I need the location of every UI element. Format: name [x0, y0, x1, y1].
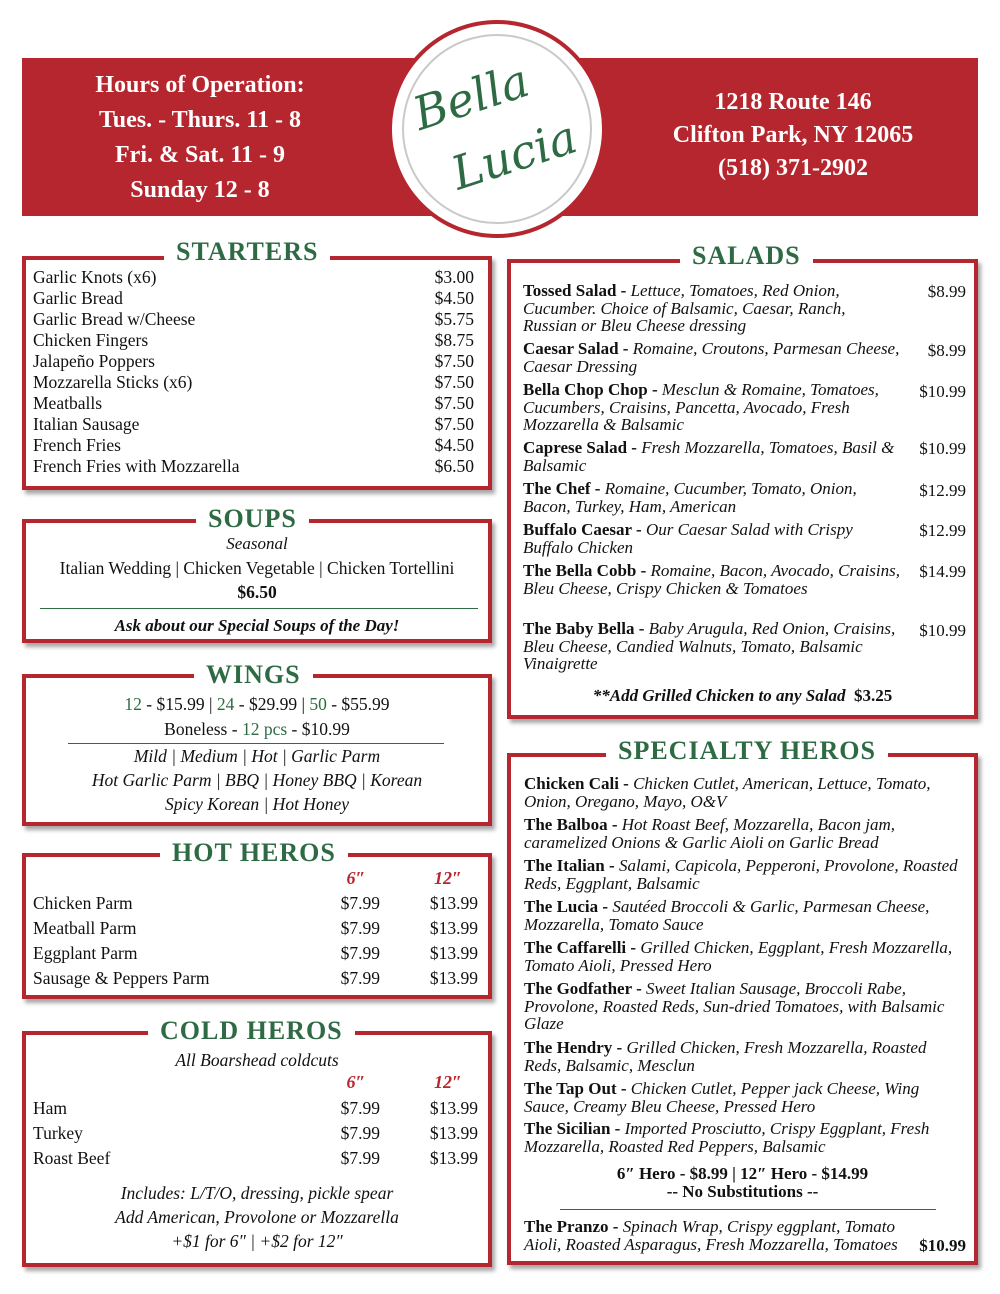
price-6: $7.99 [340, 1123, 380, 1143]
hero-desc: Salami, Capicola, Pepperoni, Provolone, Roasted Reds, Eggplant, Balsamic [524, 856, 958, 893]
price-12: $13.99 [429, 1148, 478, 1168]
salad-name: Buffalo Caesar - [523, 520, 646, 539]
hero-item [524, 816, 964, 851]
boneless-count: 12 pcs [241, 719, 288, 739]
menu-item-price: $4.50 [434, 288, 474, 308]
street-address: 1218 Route 146 [714, 89, 872, 115]
salad-desc: Romaine, Cucumber, Tomato, Onion, Bacon, Turkey, Ham, American [523, 479, 857, 516]
hero-desc: Imported Prosciutto, Crispy Eggplant, Fresh Mozzarella, Roasted Red Peppers, Balsamic [524, 1119, 930, 1156]
hero-name: The Godfather - [524, 979, 646, 998]
salad-price: $12.99 [919, 521, 966, 540]
menu-item-name: Turkey [33, 1123, 83, 1143]
salad-name: The Bella Cobb - [523, 561, 651, 580]
hours-line: Fri. & Sat. 11 - 9 [115, 142, 285, 168]
menu-item-price: $4.50 [434, 435, 474, 455]
salad-name: Bella Chop Chop - [523, 380, 662, 399]
boneless-label: Boneless - [164, 719, 242, 739]
logo-text-bella: Bella [406, 53, 536, 141]
salad-price: $14.99 [919, 562, 966, 581]
wing-count: 24 [216, 694, 235, 714]
salad-name: The Chef - [523, 479, 605, 498]
salad-item [523, 381, 903, 434]
hero-item [524, 939, 964, 974]
salad-item [523, 521, 903, 556]
menu-item-name: Jalapeño Poppers [33, 351, 155, 371]
menu-item-name: Ham [33, 1098, 68, 1118]
hero-name: The Balboa - [524, 815, 622, 834]
hero-desc: Chicken Cutlet, American, Lettuce, Tomato, Onion, Oregano, Mayo, O&V [524, 774, 931, 811]
phone-number: (518) 371-2902 [718, 155, 868, 181]
no-substitutions-note: -- No Substitutions -- [666, 1182, 819, 1201]
salad-item [523, 620, 903, 673]
logo-text-lucia: Lucia [444, 109, 584, 201]
boneless-price: - $10.99 [287, 719, 350, 739]
soups-divider [40, 608, 478, 609]
starters-title: STARTERS [164, 237, 330, 267]
wings-flavors: Hot Garlic Parm | BBQ | Honey BBQ | Korean [91, 770, 423, 790]
salad-addon [507, 686, 978, 706]
hero-name: The Tap Out - [524, 1079, 631, 1098]
hero-item [524, 857, 964, 892]
menu-item-name: Mozzarella Sticks (x6) [33, 372, 193, 392]
hero-item [524, 1039, 964, 1074]
wings-flavors: Spicy Korean | Hot Honey [165, 794, 349, 814]
salads-title: SALADS [680, 241, 813, 271]
salad-price: $12.99 [919, 481, 966, 500]
menu-item-name: Italian Sausage [33, 414, 140, 434]
wing-price: - $15.99 [141, 694, 205, 714]
wing-count: 12 [124, 694, 142, 714]
menu-item-name: Chicken Parm [33, 893, 133, 913]
separator: | [204, 694, 217, 714]
hero-item [524, 1120, 964, 1155]
wings-divider [68, 743, 444, 744]
hours-line: Tues. - Thurs. 11 - 8 [98, 107, 302, 133]
salad-item [523, 340, 903, 375]
salad-item [523, 480, 903, 515]
specialty-heros-title: SPECIALTY HEROS [606, 736, 888, 766]
price-6: $7.99 [340, 1148, 380, 1168]
menu-item-name: Meatball Parm [33, 918, 137, 938]
city-state-zip: Clifton Park, NY 12065 [672, 122, 914, 148]
salad-desc: Baby Arugula, Red Onion, Craisins, Bleu Cheese, Candied Walnuts, Tomato, Balsamic Vinaigrette [523, 619, 896, 673]
hero-item [524, 1080, 964, 1115]
soups-price: $6.50 [237, 582, 277, 602]
price-6: $7.99 [340, 943, 380, 963]
price-6: $7.99 [340, 893, 380, 913]
hero-name: The Pranzo - [524, 1217, 623, 1236]
wing-price: - $29.99 [234, 694, 298, 714]
hero-size-pricing: 6″ Hero - $8.99 | 12″ Hero - $14.99 [616, 1164, 869, 1183]
salad-desc: Romaine, Croutons, Parmesan Cheese, Caesar Dressing [523, 339, 900, 376]
soups-subtitle: Seasonal [226, 534, 288, 553]
wings-boneless [22, 719, 492, 740]
price-12: $13.99 [429, 1098, 478, 1118]
salad-item [523, 439, 903, 474]
salad-desc: Lettuce, Tomatoes, Red Onion, Cucumber. Choice of Balsamic, Caesar, Ranch, Russian or Bleu Cheese dressing [523, 281, 846, 335]
addon-price: $3.25 [853, 686, 893, 705]
cold-heros-includes: Includes: L/T/O, dressing, pickle spear [120, 1183, 394, 1203]
salad-name: Caprese Salad - [523, 438, 642, 457]
menu-item-price: $7.50 [434, 372, 474, 392]
price-6: $7.99 [340, 918, 380, 938]
cold-heros-cheese-note: Add American, Provolone or Mozzarella [115, 1207, 399, 1227]
hot-heros-title: HOT HEROS [160, 838, 348, 868]
salad-item [523, 562, 903, 597]
hero-desc: Grilled Chicken, Fresh Mozzarella, Roasted Reds, Balsamic, Mesclun [524, 1038, 927, 1075]
hero-name: The Caffarelli - [524, 938, 641, 957]
menu-item-name: Garlic Knots (x6) [33, 267, 157, 287]
hours-of-operation [40, 68, 360, 208]
hero-item [524, 898, 964, 933]
price-12: $13.99 [429, 918, 478, 938]
soups-special-note: Ask about our Special Soups of the Day! [114, 616, 400, 635]
hero-name: The Italian - [524, 856, 619, 875]
price-12: $13.99 [429, 968, 478, 988]
salad-price: $10.99 [919, 382, 966, 401]
menu-item-name: Roast Beef [33, 1148, 111, 1168]
hero-desc: Sweet Italian Sausage, Broccoli Rabe, Provolone, Roasted Reds, Sun-dried Tomatoes, with Balsamic Glaze [524, 979, 945, 1033]
cold-heros-upcharge: +$1 for 6″ | +$2 for 12″ [171, 1231, 343, 1251]
wing-count: 50 [309, 694, 327, 714]
menu-item-price: $7.50 [434, 393, 474, 413]
menu-item-price: $3.00 [434, 267, 474, 287]
menu-item-name: French Fries with Mozzarella [33, 456, 240, 476]
size-12-header: 12″ [434, 868, 462, 888]
price-12: $13.99 [429, 893, 478, 913]
wings-title: WINGS [194, 660, 313, 690]
menu-item-price: $7.50 [434, 351, 474, 371]
salad-price: $10.99 [919, 439, 966, 458]
cold-heros-title: COLD HEROS [148, 1016, 355, 1046]
price-6: $7.99 [340, 1098, 380, 1118]
salad-name: Caesar Salad - [523, 339, 633, 358]
hero-item [524, 980, 964, 1033]
size-12-header: 12″ [434, 1072, 462, 1092]
salad-desc: Our Caesar Salad with Crispy Buffalo Chicken [523, 520, 853, 557]
wings-flavors: Mild | Medium | Hot | Garlic Parm [133, 746, 381, 766]
hero-name: The Sicilian - [524, 1119, 625, 1138]
salad-item [523, 282, 903, 335]
hero-name: The Lucia - [524, 897, 613, 916]
salad-price: $8.99 [927, 341, 966, 360]
hero-desc: Chicken Cutlet, Pepper jack Cheese, Wing Sauce, Creamy Bleu Cheese, Pressed Hero [524, 1079, 920, 1116]
specialty-divider [560, 1209, 936, 1210]
menu-item-name: French Fries [33, 435, 121, 455]
hero-name: The Hendry - [524, 1038, 627, 1057]
menu-item-name: Sausage & Peppers Parm [33, 968, 210, 988]
size-6-header: 6″ [346, 868, 366, 888]
hours-title: Hours of Operation: [95, 72, 305, 98]
menu-item-price: $6.50 [434, 456, 474, 476]
wing-price: - $55.99 [326, 694, 390, 714]
size-6-header: 6″ [346, 1072, 366, 1092]
separator: | [297, 694, 310, 714]
menu-item-name: Eggplant Parm [33, 943, 138, 963]
menu-item-name: Garlic Bread w/Cheese [33, 309, 196, 329]
hero-desc: Hot Roast Beef, Mozzarella, Bacon jam, caramelized Onions & Garlic Aioli on Garlic Bread [524, 815, 896, 852]
price-6: $7.99 [340, 968, 380, 988]
pranzo-price: $10.99 [919, 1236, 966, 1255]
menu-item-price: $5.75 [434, 309, 474, 329]
menu-item-name: Meatballs [33, 393, 103, 413]
menu-item-name: Chicken Fingers [33, 330, 149, 350]
wings-sizes [22, 694, 492, 715]
salad-name: Tossed Salad - [523, 281, 631, 300]
salad-price: $8.99 [927, 282, 966, 301]
menu-item-price: $8.75 [434, 330, 474, 350]
menu-item-name: Garlic Bread [33, 288, 123, 308]
address-block [628, 86, 958, 185]
salad-desc: Fresh Mozzarella, Tomatoes, Basil & Balsamic [523, 438, 895, 475]
salad-name: The Baby Bella - [523, 619, 649, 638]
addon-label: **Add Grilled Chicken to any Salad [592, 686, 846, 705]
hero-desc: Grilled Chicken, Eggplant, Fresh Mozzarella, Tomato Aioli, Pressed Hero [524, 938, 953, 975]
hero-desc: Sautéed Broccoli & Garlic, Parmesan Cheese, Mozzarella, Tomato Sauce [524, 897, 930, 934]
soups-title: SOUPS [196, 504, 309, 534]
salad-desc: Mesclun & Romaine, Tomatoes, Cucumbers, Craisins, Pancetta, Avocado, Fresh Mozzarella & Balsamic [523, 380, 879, 434]
hero-desc: Spinach Wrap, Crispy eggplant, Tomato Aioli, Roasted Asparagus, Fresh Mozzarella, Tomatoes [524, 1217, 898, 1254]
hero-item [524, 775, 964, 810]
soups-options: Italian Wedding | Chicken Vegetable | Chicken Tortellini [59, 558, 455, 578]
salad-price: $10.99 [919, 621, 966, 640]
price-12: $13.99 [429, 943, 478, 963]
hero-name: Chicken Cali - [524, 774, 634, 793]
salad-desc: Romaine, Bacon, Avocado, Craisins, Bleu Cheese, Crispy Chicken & Tomatoes [523, 561, 901, 598]
pranzo-item [524, 1218, 904, 1253]
price-12: $13.99 [429, 1123, 478, 1143]
cold-heros-subtitle: All Boarshead coldcuts [175, 1050, 339, 1070]
hours-line: Sunday 12 - 8 [130, 177, 270, 203]
menu-item-price: $7.50 [434, 414, 474, 434]
